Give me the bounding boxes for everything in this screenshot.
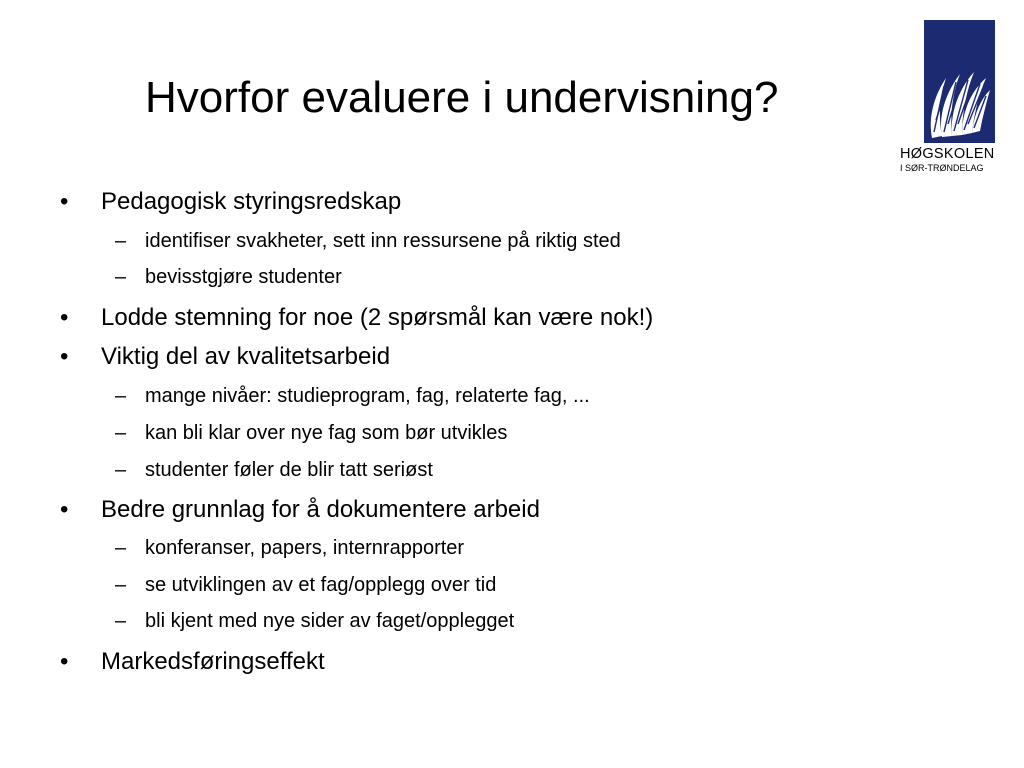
dash-marker: – <box>115 422 127 444</box>
flame-emblem-icon <box>924 20 995 143</box>
bullet-marker: • <box>60 648 69 675</box>
list-item-text: Bedre grunnlag for å dokumentere arbeid <box>101 496 540 523</box>
bullet-marker: • <box>60 304 69 331</box>
list-item-text: kan bli klar over nye fag som bør utvikles <box>145 422 508 444</box>
dash-marker: – <box>115 266 127 288</box>
list-item-text: Viktig del av kvalitetsarbeid <box>101 343 391 370</box>
slide-title: Hvorfor evaluere i undervisning? <box>145 73 779 122</box>
bullet-marker: • <box>60 188 69 215</box>
list-item-text: konferanser, papers, internrapporter <box>145 537 465 559</box>
list-item-text: se utviklingen av et fag/opplegg over tid <box>145 574 497 596</box>
list-item-text: Lodde stemning for noe (2 spørsmål kan være nok!) <box>101 304 654 331</box>
logo-wordmark <box>900 146 1014 174</box>
dash-marker: – <box>115 385 127 407</box>
logo-name-line1: HØGSKOLEN <box>900 146 995 162</box>
logo-emblem <box>924 20 995 143</box>
institution-logo <box>900 20 1014 180</box>
logo-name-line2: I SØR-TRØNDELAG <box>900 163 984 173</box>
list-item-text: bevisstgjøre studenter <box>145 266 342 288</box>
bullet-marker: • <box>60 343 69 370</box>
dash-marker: – <box>115 230 127 252</box>
list-item-text: Markedsføringseffekt <box>101 648 325 675</box>
list-item-text: mange nivåer: studieprogram, fag, relaterte fag, ... <box>145 385 590 407</box>
list-item-text: bli kjent med nye sider av faget/opplegget <box>145 610 515 632</box>
list-item-text: identifiser svakheter, sett inn ressursene på riktig sted <box>145 230 621 252</box>
dash-marker: – <box>115 574 127 596</box>
dash-marker: – <box>115 610 127 632</box>
list-item-text: Pedagogisk styringsredskap <box>101 188 402 215</box>
dash-marker: – <box>115 537 127 559</box>
dash-marker: – <box>115 459 127 481</box>
list-item-text: studenter føler de blir tatt seriøst <box>145 459 433 481</box>
bullet-marker: • <box>60 496 69 523</box>
